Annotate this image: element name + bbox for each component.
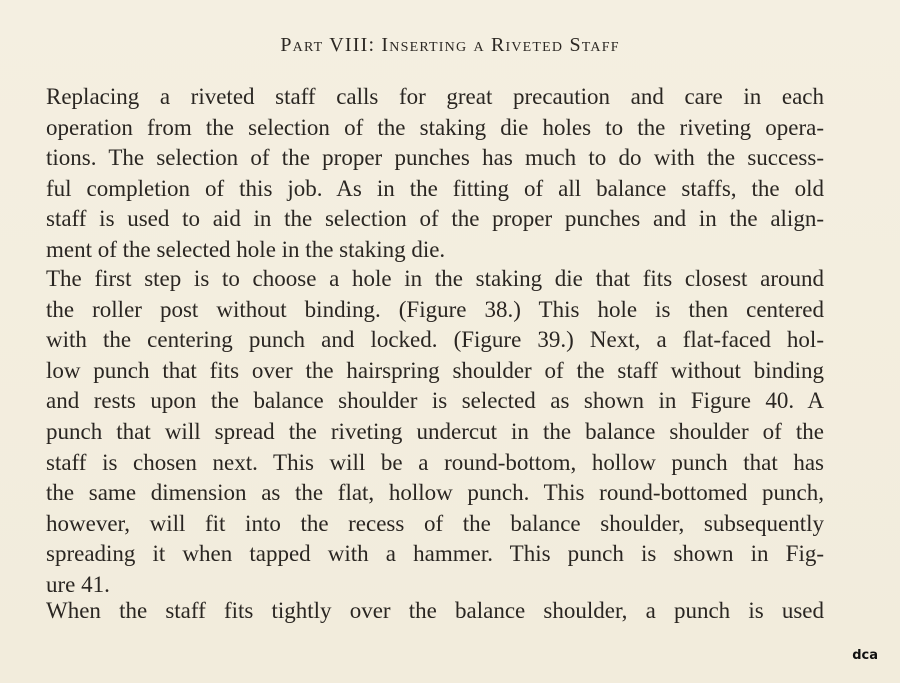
- text-line: ure 41.: [46, 571, 110, 597]
- text-line: Replacing a riveted staff calls for great precaution and care in each: [46, 84, 824, 109]
- text-line: with the centering punch and locked. (Figure 39.) Next, a flat-faced hol-: [46, 327, 824, 353]
- paragraph-2: [46, 264, 824, 601]
- text-line: operation from the selection of the staking die holes to the riveting opera-: [46, 114, 824, 140]
- watermark-label: dca: [852, 648, 878, 663]
- text-line: The first step is to choose a hole in the staking die that fits closest around: [46, 266, 824, 291]
- section-heading: Part VIII: Inserting a Riveted Staff: [280, 34, 620, 56]
- text-line: ful completion of this job. As in the fitting of all balance staffs, the old: [46, 175, 824, 201]
- text-line: the same dimension as the flat, hollow punch. This round-bottomed punch,: [46, 480, 824, 506]
- text-line: ment of the selected hole in the staking die.: [46, 236, 446, 262]
- text-line: tions. The selection of the proper punches has much to do with the success-: [46, 145, 824, 171]
- text-line: punch that will spread the riveting undercut in the balance shoulder of the: [46, 418, 824, 444]
- text-line: the roller post without binding. (Figure 38.) This hole is then centered: [46, 296, 824, 322]
- text-line: staff is used to aid in the selection of the proper punches and in the align-: [46, 206, 824, 232]
- text-line: low punch that fits over the hairspring shoulder of the staff without binding: [46, 357, 824, 383]
- text-line: however, will fit into the recess of the balance shoulder, subsequently: [46, 510, 824, 536]
- text-line: When the staff fits tightly over the balance shoulder, a punch is used: [46, 598, 824, 623]
- paragraph-3: [46, 596, 824, 627]
- text-line: and rests upon the balance shoulder is selected as shown in Figure 40. A: [46, 388, 824, 414]
- text-line: staff is chosen next. This will be a round-bottom, hollow punch that has: [46, 449, 824, 475]
- text-line: spreading it when tapped with a hammer. This punch is shown in Fig-: [46, 541, 824, 567]
- paragraph-1: [46, 82, 824, 266]
